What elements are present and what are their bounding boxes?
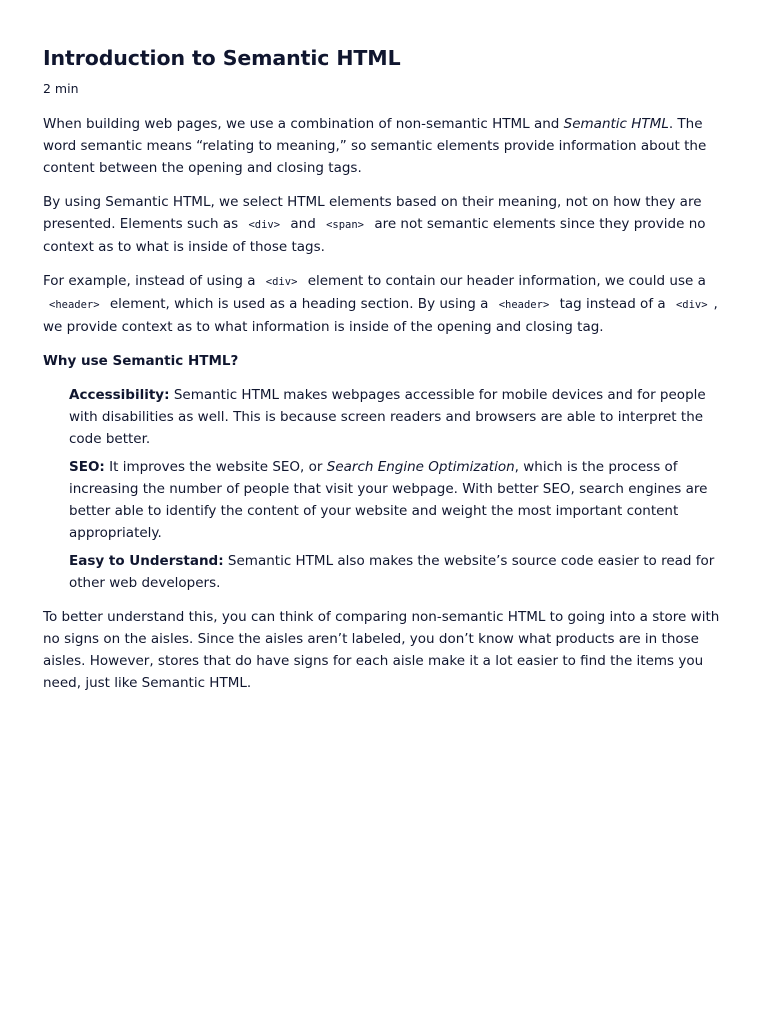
code-div: <div> — [265, 276, 298, 288]
code-div: <div> — [248, 219, 281, 231]
example-text: For example, instead of using a — [43, 273, 256, 289]
list-item — [69, 456, 724, 544]
meaning-and: and — [290, 216, 316, 232]
reason-term: SEO: — [69, 459, 105, 475]
reason-text: Semantic HTML also makes the website’s source code easier to read for other web developers. — [69, 553, 715, 591]
reasons-list — [43, 384, 724, 594]
page-title: Introduction to Semantic HTML — [43, 46, 401, 70]
example-text-4: tag instead of a — [559, 296, 666, 312]
reason-term: Accessibility: — [69, 387, 170, 403]
code-span: <span> — [326, 219, 365, 231]
example-text-2: element to contain our header information, we could use a — [307, 273, 706, 289]
paragraph-example — [43, 270, 724, 338]
meaning-text: By using Semantic HTML, we select HTML elements based on their meaning, not on how they are presented. Elements such as — [43, 194, 702, 232]
intro-emphasis: Semantic HTML — [563, 116, 669, 132]
example-text-3: element, which is used as a heading section. By using a — [109, 296, 489, 312]
example-text-5: , we provide context as to what information is inside of the opening and closing tag. — [43, 296, 718, 335]
reason-emphasis: Search Engine Optimization — [326, 459, 515, 475]
read-time: 2 min — [43, 81, 79, 96]
reason-text: It improves the website SEO, or — [109, 459, 327, 475]
list-item — [69, 550, 724, 594]
reason-term: Easy to Understand: — [69, 553, 224, 569]
reason-text: Semantic HTML makes webpages accessible for mobile devices and for people with disabilities as well. This is because screen readers and browsers are able to interpret the code better. — [69, 387, 706, 447]
paragraph-closing: To better understand this, you can think of comparing non-semantic HTML to going into a store with no signs on the aisles. Since the aisles aren’t labeled, you don’t know what products are in those aisles. However, stores that do have signs for each aisle make it a lot easier to find the items you need, just like Semantic HTML. — [43, 609, 720, 691]
code-div: <div> — [675, 299, 708, 311]
intro-text-cont: . The word semantic means “relating to meaning,” so semantic elements provide information about the content between the opening and closing tags. — [43, 116, 707, 176]
list-item — [69, 384, 724, 450]
meaning-text-cont: are not semantic elements since they provide no context as to what is inside of those tags. — [43, 216, 706, 255]
reason-text-cont: , which is the process of increasing the number of people that visit your webpage. With better SEO, search engines are better able to identify the content of your website and weight the most important content appropriately. — [69, 459, 708, 541]
code-header: <header> — [49, 299, 100, 311]
section-heading: Why use Semantic HTML? — [43, 353, 239, 369]
paragraph-meaning — [43, 191, 724, 258]
paragraph-intro — [43, 113, 724, 179]
code-header: <header> — [498, 299, 550, 311]
intro-text: When building web pages, we use a combination of non-semantic HTML and — [43, 116, 564, 132]
